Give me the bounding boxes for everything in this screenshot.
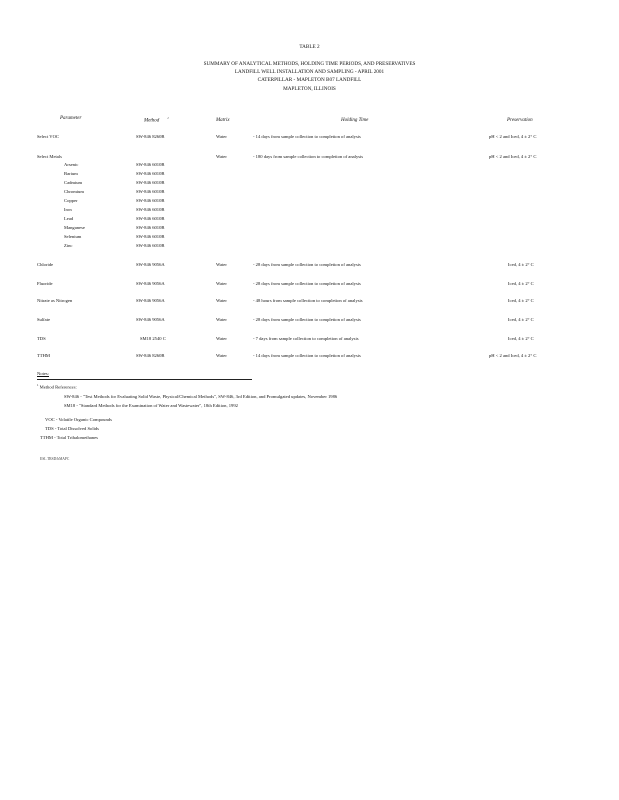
row-metals-preservation: pH < 2 and Iced, 4 ± 2° C	[489, 154, 537, 159]
metal-name: Copper	[64, 198, 78, 203]
row-tds-method: SM18 2540 C	[140, 336, 166, 341]
row-voc-parameter: Select VOC	[37, 134, 59, 139]
metal-name: Cadmium	[64, 180, 83, 185]
row-voc-preservation: pH < 2 and Iced, 4 ± 2° C	[489, 134, 537, 139]
notes-tds-definition: TDS - Total Dissolved Solids	[45, 426, 99, 431]
row-sulfate-matrix: Water	[216, 317, 227, 322]
row-tthm-matrix: Water	[216, 353, 227, 358]
row-metals-parameter: Select Metals	[37, 154, 62, 159]
row-sulfate-parameter: Sulfate	[37, 317, 51, 322]
row-voc-method: SW-846 8260B	[136, 134, 165, 139]
row-metals-holding: - 180 days from sample collection to completion of analysis	[253, 154, 364, 159]
metal-name: Barium	[64, 171, 78, 176]
metal-method: SW-846 6010B	[136, 216, 165, 221]
row-nitrate-holding: - 48 hours from sample collection to completion of analysis	[253, 298, 363, 303]
row-tthm-holding: - 14 days from sample collection to completion of analysis	[253, 353, 361, 358]
header-matrix: Matrix	[216, 118, 230, 123]
notes-tthm-definition: TTHM - Total Trihalomethanes	[40, 435, 98, 440]
metal-method: SW-846 6010B	[136, 180, 165, 185]
metal-method: SW-846 6010B	[136, 189, 165, 194]
metal-method: SW-846 6010B	[136, 225, 165, 230]
row-chloride-matrix: Water	[216, 262, 227, 267]
row-chloride-preservation: Iced, 4 ± 2° C	[508, 262, 534, 267]
row-fluoride-matrix: Water	[216, 281, 227, 286]
row-nitrate-parameter: Nitrate as Nitrogen	[37, 298, 73, 303]
row-sulfate-preservation: Iced, 4 ± 2° C	[508, 317, 534, 322]
row-fluoride-preservation: Iced, 4 ± 2° C	[508, 281, 534, 286]
row-nitrate-preservation: Iced, 4 ± 2° C	[508, 298, 534, 303]
metal-method: SW-846 6010B	[136, 171, 165, 176]
row-sulfate-method: SW-846 9056A	[136, 317, 165, 322]
metal-method: SW-846 6010B	[136, 198, 165, 203]
row-nitrate-matrix: Water	[216, 298, 227, 303]
header-holding-time: Holding Time	[341, 118, 369, 123]
row-sulfate-holding: - 28 days from sample collection to completion of analysis	[253, 317, 361, 322]
row-voc-matrix: Water	[216, 134, 227, 139]
header-preservation: Preservation	[507, 118, 533, 123]
metal-method: SW-846 6010B	[136, 243, 165, 248]
notes-method-references	[37, 383, 77, 390]
row-tds-parameter: TDS	[37, 336, 46, 341]
row-fluoride-holding: - 28 days from sample collection to completion of analysis	[253, 281, 361, 286]
row-metals-matrix: Water	[216, 154, 227, 159]
notes-sw846-reference: SW-846 - "Test Methods for Evaluating Solid Waste, Physical/Chemical Methods", SW-846, 3rd Edition, and Promulgated updates, November 1986	[64, 394, 338, 399]
metal-method: SW-846 6010B	[136, 162, 165, 167]
row-chloride-holding: - 28 days from sample collection to completion of analysis	[253, 262, 361, 267]
notes-voc-definition: VOC - Volatile Organic Compounds	[45, 417, 112, 422]
row-tds-preservation: Iced, 4 ± 2° C	[508, 336, 534, 341]
table-title-line3: CATERPILLAR - MAPLETON B07 LANDFILL	[257, 77, 362, 83]
metal-name: Iron	[64, 207, 72, 212]
row-voc-holding: - 14 days from sample collection to completion of analysis	[253, 134, 361, 139]
metal-method: SW-846 6010B	[136, 234, 165, 239]
row-tthm-preservation: pH < 2 and Iced, 4 ± 2° C	[489, 353, 537, 358]
metal-name: Zinc	[64, 243, 73, 248]
header-method	[144, 116, 169, 124]
table-title-line2: LANDFILL WELL INSTALLATION AND SAMPLING - APRIL 2001	[234, 69, 385, 75]
row-nitrate-method: SW-846 9056A	[136, 298, 165, 303]
header-method-label: Method	[144, 118, 160, 124]
header-parameter: Parameter	[60, 116, 82, 121]
notes-divider	[37, 379, 252, 380]
row-tds-holding: - 7 days from sample collection to completion of analysis	[253, 336, 359, 341]
metal-name: Selenium	[64, 234, 82, 239]
table-title-line1: SUMMARY OF ANALYTICAL METHODS, HOLDING TIME PERIODS, AND PRESERVATIVES	[203, 61, 416, 67]
row-fluoride-method: SW-846 9056A	[136, 281, 165, 286]
metal-name: Chromium	[64, 189, 84, 194]
notes-method-references-label: Method References:	[39, 384, 77, 390]
document-footer-code: ESL TRSD/bMAPC	[40, 457, 70, 461]
table-title-line4: MAPLETON, ILLINOIS	[283, 86, 336, 92]
metal-name: Lead	[64, 216, 74, 221]
notes-footnote-marker: 1	[37, 383, 39, 387]
row-chloride-method: SW-846 9056A	[136, 262, 165, 267]
row-chloride-parameter: Chloride	[37, 262, 54, 267]
notes-label: Notes:	[37, 371, 49, 376]
notes-sm18-reference: SM18 - "Standard Methods for the Examination of Water and Wastewater", 18th Edition, 1992	[64, 403, 238, 408]
row-tthm-method: SW-846 8260B	[136, 353, 165, 358]
header-method-footnote: 1	[167, 116, 169, 120]
row-tds-matrix: Water	[216, 336, 227, 341]
metal-name: Arsenic	[64, 162, 79, 167]
metal-method: SW-846 6010B	[136, 207, 165, 212]
row-fluoride-parameter: Fluoride	[37, 281, 53, 286]
row-tthm-parameter: TTHM	[37, 353, 51, 358]
metal-name: Manganese	[64, 225, 85, 230]
table-number: TABLE 2	[299, 44, 320, 50]
